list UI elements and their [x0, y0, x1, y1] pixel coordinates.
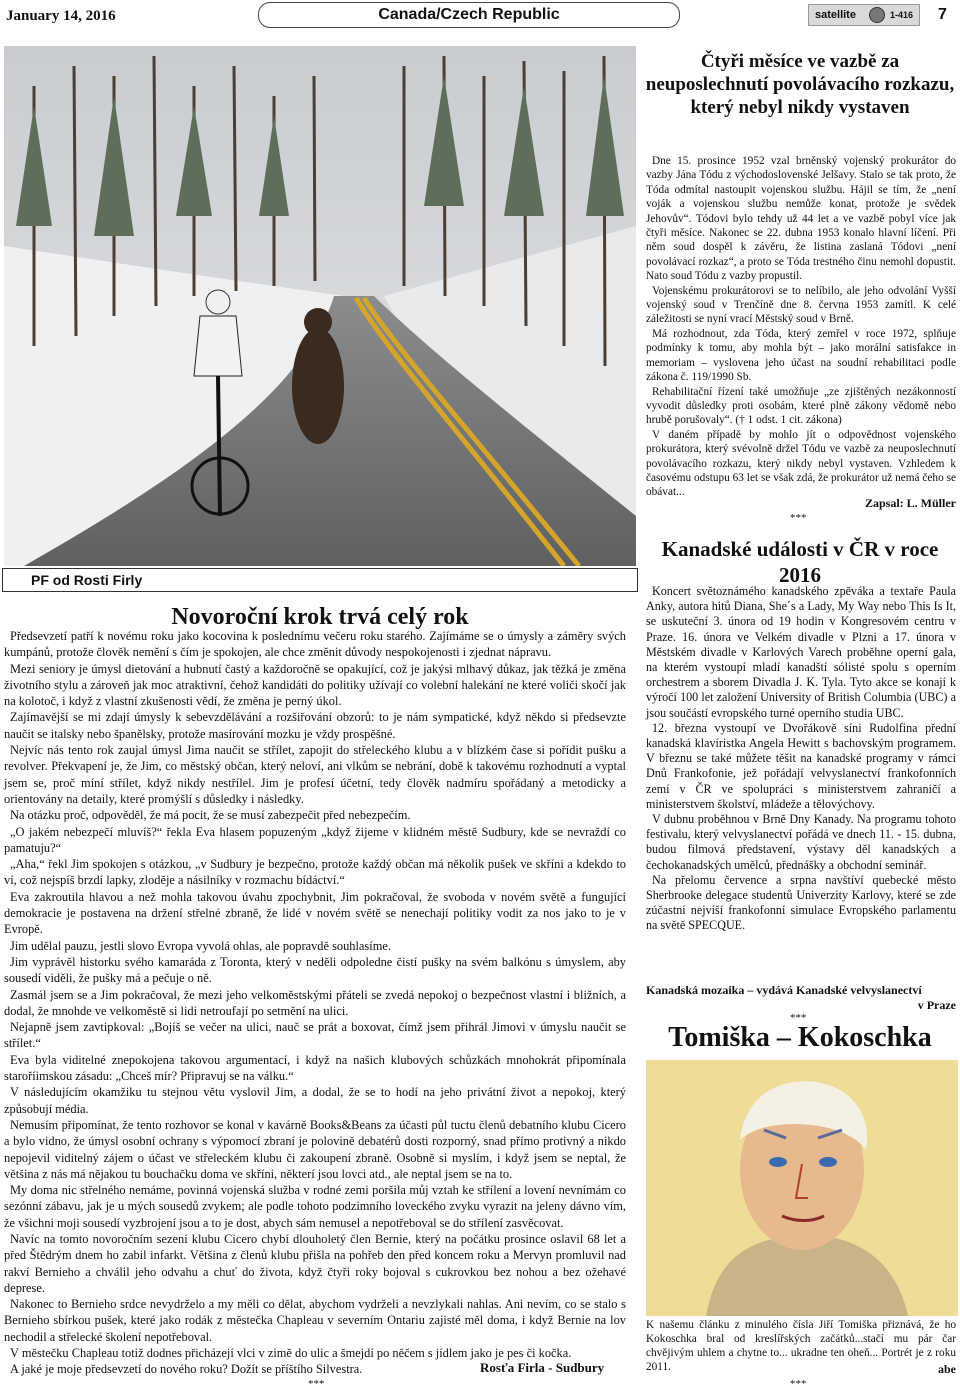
separator-stars: ***	[790, 1378, 807, 1390]
kanada-article-body	[646, 584, 956, 934]
paragraph: Dne 15. prosince 1952 vzal brněnský vojenský prokurátor do vazby Jána Tódu z východoslovenské Jelšavy. Stalo se tak proto, že Tóda odmítal nastoupit vojenskou službu. Hájil se tím, že „není voják a vojenskou službu nemůže konat, protože je svědek Jehovův“. Tódovi bylo tehdy už 44 let a ve vazbě pobyl více jak čtyři měsíce. Nakonec se 22. dubna 1953 konalo hlavní líčení. Při něm soud dospěl k závěru, že listina zaslaná Tódovi „není povolávací rozkaz“, a proto se Tóda trestného činu nemohl dopustit. Nato soud Tódu z vazby propustil.	[646, 155, 956, 283]
paragraph: V daném případě by mohlo jít o odpovědnost vojenského prokurátora, který svévolně držel Tódu ve vazbě za neuposlechnutí povolávacího rozkazu, který nikdy nebyl vystaven. Vzhledem k časovému odstupu 63 let se však zdá, že prokurátor už nemá čeho se obávat...	[646, 428, 956, 499]
paragraph: Mezi seniory je úmysl dietování a hubnutí častý a každoročně se opakující, což je jakýsi mlhavý důkaz, jak těžká je změna životního stylu a zároveň jak moc atraktivní, čehož kandidáti do politiky užívají co volební halekání ne které voliči skočí jak na kolotoč, i když z vlastní zkušenosti vědí, že změna je perný úkol.	[4, 661, 626, 709]
issue-date: January 14, 2016	[6, 8, 116, 24]
paragraph: 12. března vystoupí ve Dvořákově síni Rudolfina přední kanadská klavíristka Angela Hewitt s bachovským programem. V březnu se také můžete těšit na kanadské programy v rámci Dnů Frankofonie, jež pořádají velvyslanectví frankofonních zemí v ČR ve spolupráci s ministerstvem zahraničí a ministerstvem školství, mládeže a tělovýchovy.	[646, 720, 956, 811]
paragraph: Jim vyprávěl historku svého kamaráda z Toronta, který v neděli odpoledne čistí pušky na svém balkónu s úmyslem, aby sousedí viděli, že pušky má a pečuje o ně.	[4, 954, 626, 986]
separator-stars: ***	[790, 512, 807, 524]
paragraph: Nejapně jsem zavtipkoval: „Bojíš se večer na ulici, nauč se prát a boxovat, čímž jsem přihrál Jimovi v úmyslu naučit se střílet.“	[4, 1020, 626, 1051]
tomiska-title: Tomiška – Kokoschka	[668, 1022, 932, 1053]
paragraph: Eva byla viditelné znepokojena takovou argumentací, i když na našich klubových schůzkách mnohokrát připomínala staroříimskou zásadu: „Chceš mír? Připravuj se na válku.“	[4, 1052, 626, 1084]
paragraph: Předsevzetí patří k novému roku jako kocovina k poslednímu večeru roku starého. Zajímáme se o úmysly a záměry svých kumpánů, protože člověk nemění s čím je spokojen, ale chce změnit důvody nespokojenosti i zjednat nápravu.	[4, 629, 626, 660]
paragraph: Na otázku proč, odpověděl, že má pocit, že se musí zabezpečit před nebezpečím.	[10, 808, 411, 823]
paragraph: V dubnu proběhnou v Brně Dny Kanady. Na programu tohoto festivalu, který velvyslanectví pořádá ve dnech 11. - 15. dubna, budou filmová představení, výstavy děl kanadských a čechokanadských umělců, přednášky a obchodní seminář.	[646, 812, 956, 872]
separator-stars: ***	[790, 1012, 807, 1024]
page-number: 7	[938, 6, 947, 23]
paragraph: Koncert světoznámého kanadského zpěváka a textaře Paula Anky, autora hitů Diana, She´s a Lady, My Way nebo This Is It, se uskuteční 3. února od 19 hodin v Kongresovém centru v Praze. 16. února ve Velkém divadle v Plzni a 17. února v Městském divadle v Karlových Varech proběhne operní gala, na kterém vystoupí mladí kanadští sólisté spolu s operním orchestrem a sborem Divadla J. K. Tyla. Tyto akce se konají k výročí 100 let založení University of British Columbia (UBC) a jsou součástí evropského turné operního studia UBC.	[646, 584, 956, 720]
paragraph: Zajímavější se mi zdají úmysly k sebevzdělávání a rozšiřování obzorů: to je nám sympatické, když někdo si předsevzte naučit se italsky nebo španělsky, protože masírování mozku je vždy prospěšné.	[4, 710, 626, 741]
pf-label-box	[2, 568, 638, 592]
paragraph: Rehabilitační řízení také umožňuje „ze zjištěných nezákonností vyvodit důsledky proti osobám, které plně zákony vědomě nebo hrubě porušovaly“. († 1 odst. 1 cit. zákona)	[646, 385, 956, 427]
section-banner	[258, 2, 680, 28]
separator-stars: ***	[308, 1378, 325, 1390]
section-name-rest: /Czech Republic	[436, 6, 560, 23]
paragraph: V městečku Chapleau totiž dodnes přicházejí vlci v zimě do ulic a šmejdí po něčem s jídlem jako je pes či kočka.	[10, 1346, 572, 1361]
satellite-badge	[808, 4, 920, 26]
portrait-painting	[646, 1060, 958, 1316]
paragraph: „O jakém nebezpečí mluvíš?“ řekla Eva hlasem popuzeným „když žijeme v klidném městě Sudbury, kde se nevraždí co pamatuju?“	[4, 824, 626, 855]
cyclist-bear-photo	[4, 46, 636, 566]
paragraph: Eva zakroutila hlavou a než mohla takovou úvahu zpochybnit, Jim pokračoval, že svoboda v novém světě a fungující demokracie je postavena na držení střelné zbraně, že lidé v novém světě se nenechají politiky vodit za nos jako to je v Evropě.	[4, 889, 626, 937]
main-article-body	[4, 628, 626, 1378]
satellite-number: 1-416	[889, 10, 913, 20]
pf-label: PF od Rosti Firly	[31, 572, 143, 588]
paragraph: My doma nic střelného nemáme, povinná vojenská služba v rodné zemi poršila můj vztah ke střílení a lovení nevnímám co sezónní zábavu, jak je u mých sousedů zvykem; ale podle tohoto podzimního loveckého zvyku vyrazit na jeleny dávno vím, že všichni moji sousedí vyzbrojení jsou a to je dost, abych sám nemusel a nepotřeboval se do střílení zasvěcovat.	[4, 1183, 626, 1230]
globe-icon	[869, 7, 885, 23]
caption-signature: abe	[938, 1362, 956, 1376]
paragraph: Nemusím připomínat, že tento rozhovor se konal v kavárně Books&Beans za účasti půl tuctu členů debatního klubu Cicero a bylo vidno, že úmysl osobní ochrany s výpomocí zbraní je polovině debatérů dosti rozporný, snad přímo protivný a nikdo nepojevil viditelný zájem o účast ve střeleckém klubu či zakoupení zbraně. Osobně si myslím, i když jsem se neptal, že většina z nás má nějakou tu bouchačku doma ve skříni, některí jsou lovci atd., ale neptal jsem se na to.	[4, 1117, 626, 1181]
mozaika-credit	[646, 983, 956, 1013]
main-article-title: Novoroční krok trvá celý rok	[171, 604, 469, 630]
portrait-caption: K našemu článku z minulého čísla Jiří Tomiška přiznává, že ho Kokoschka bral od kreslířských začátků...stačí mu pár čar chvějivým uhlem a chytne to... ukradne ten oheň... Portrét je z roku 2011.	[646, 1319, 956, 1373]
paragraph: Jim udělal pauzu, jestli slovo Evropa vyvolá ohlas, ale popravdě souhlasíme.	[10, 938, 391, 953]
paragraph: „Aha,“ řekl Jim spokojen s otázkou, „v Sudbury je bezpečno, protože každý občan má několik pušek ve skříni a kdekdo to ví, což nejspíš brzdí lapky, zloděje a násilníky v rozmachu bídáctví.“	[4, 857, 626, 888]
czech-article-body	[646, 154, 956, 500]
paragraph: Zasmál jsem se a Jim pokračoval, že mezi jeho velkoměstskými přáteli se zvedá nepokoj o bezpečnost vlastní i bližních, a dodal, že mnohde ve velkoměstě si lidi netroufají po setmění na ulici.	[4, 987, 626, 1018]
paragraph: Nejvíc nás tento rok zaujal úmysl Jima naučit se střílet, zapojit do střeleckého klubu a v blízkém čase si pořídit pušku a revolver. Překvapení je, že Jim, co městský občan, který neloví, ani vlkům se nebrání, době k takovému rozhodnutí a vyptal jsem se, proč míní střílet, když nikdy nestřílel. Jim je profesí účetní, tedy člověk nadmíru spořádaný a metodicky a orientovány na detaily, které promýšlí s důsledky i následky.	[4, 743, 626, 806]
czech-article-signature: Zapsal: L. Müller	[864, 496, 956, 510]
satellite-word: satellite	[815, 9, 856, 21]
czech-article-title: Čtyři měsíce ve vazbě za neuposlechnutí povolávacího rozkazu, který nebyl nikdy vystaven	[645, 51, 955, 118]
paragraph: Navíc na tomto novoročním sezení klubu Cicero chybí dlouholetý člen Bernie, který na počátku prosince oslavil 68 let a před Štědrým dnem ho zabil infarkt. Většina z členů klubu přišla na pohřeb den před koncem roku a Mervyn promluvil nad rakví Bernieho a chválil jeho odvahu a chuť do života, když čtyři roky bojoval s cukrovkou bez nohou a bez ožehavé deprese.	[4, 1231, 626, 1295]
main-article-byline: Rosťa Firla - Sudbury	[480, 1360, 605, 1375]
mozaika-line-2: v Praze	[917, 998, 956, 1012]
paragraph: V následujícím okamžiku tu stejnou větu vyslovil Jim, a dodal, že se to hodí na jeho privátní život a nepokoj, který způsobují média.	[4, 1085, 626, 1116]
paragraph: Nakonec to Bernieho srdce nevydrželo a my měli co dělat, abychom vydrželi a nevzlykali nahlas. Ani nevím, co se stalo s Bernieho sbírkou pušek, které jako rodák z městečka Chapleau v severním Ontariu zajisté měl doma, i když Bernie na lov nechodil a střelecké školení nepotřeboval.	[4, 1297, 626, 1344]
paragraph: Má rozhodnout, zda Tóda, který zemřel v roce 1972, splňuje podmínky k tomu, aby mohla být – jako morální satisfakce in memoriam – vyslovena jeho účast na soudní rehabilitaci podle zákona č. 119/1990 Sb.	[646, 327, 956, 384]
kanada-article-title: Kanadské události v ČR v roce 2016	[661, 537, 939, 587]
mozaika-line-1: Kanadská mozaika – vydává Kanadské velvyslanectví	[646, 983, 922, 997]
paragraph: A jaké je moje předsevzetí do nového roku? Dožít se příštího Silvestra.	[10, 1362, 363, 1377]
paragraph: Vojenskému prokurátorovi se to nelíbilo, ale jeho odvolání Vyšší vojenský soud v Trenčíně dne 8. června 1953 zamítl. K celé záležitosti se nyní vrací Městský soud v Brně.	[646, 284, 956, 326]
section-name: Canada	[378, 6, 437, 23]
paragraph: Na přelomu července a srpna navštíví quebecké město Sherbrooke delegace studentů Univerzity Karlovy, které se zde zúčastní nejvíší frankofonní simulace Evropského parlamentu na světě SPECQUE.	[646, 872, 956, 933]
